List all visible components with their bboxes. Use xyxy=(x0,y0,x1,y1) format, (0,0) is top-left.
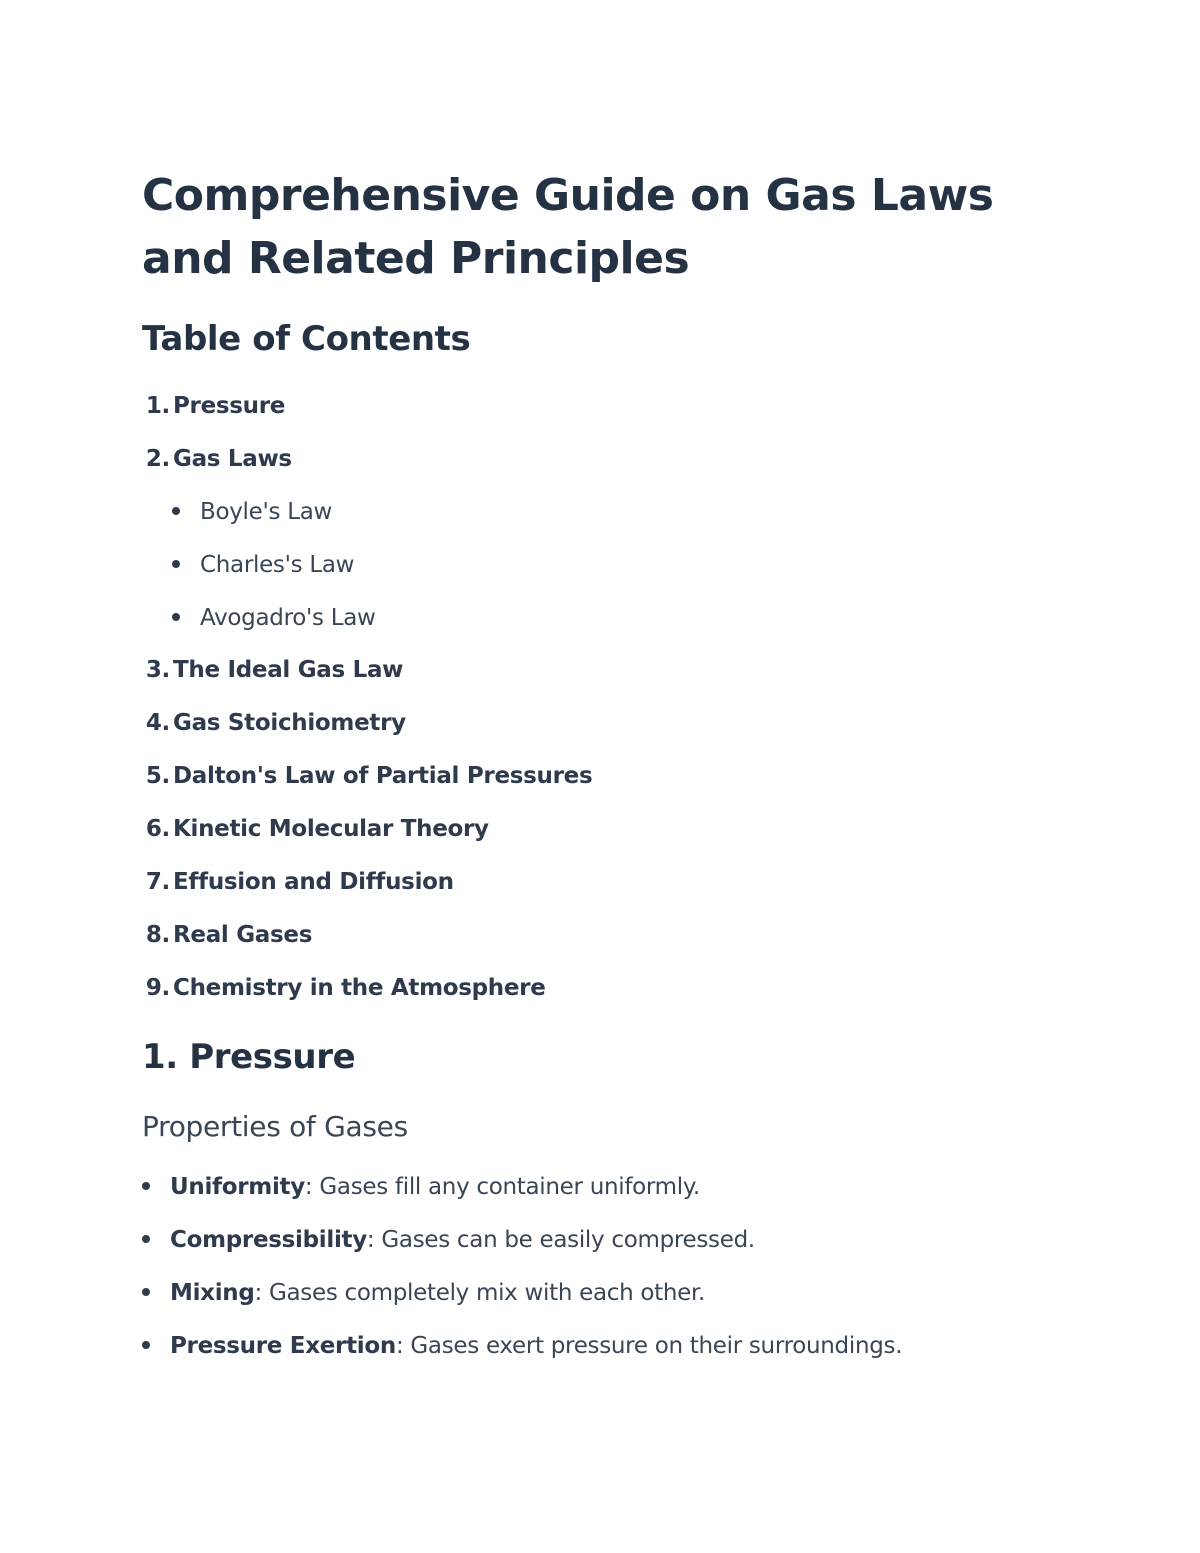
toc-subitem-label: Charles's Law xyxy=(200,552,355,578)
toc-item-number: 8. xyxy=(145,922,170,948)
toc-item-effusion-diffusion[interactable] xyxy=(142,867,454,897)
toc-subitem-label: Boyle's Law xyxy=(200,499,333,525)
toc-item-label: Pressure xyxy=(173,393,286,419)
toc-item-real-gases[interactable] xyxy=(142,920,312,950)
toc-item-number: 2. xyxy=(145,446,170,472)
toc-item-label: Real Gases xyxy=(173,922,313,948)
property-term: Mixing xyxy=(170,1280,255,1306)
toc-subitem-label: Avogadro's Law xyxy=(200,605,376,631)
toc-item-pressure[interactable] xyxy=(142,391,285,421)
property-text: : Gases can be easily compressed. xyxy=(366,1227,755,1253)
toc-item-label: Gas Laws xyxy=(173,446,292,472)
toc-item-number: 6. xyxy=(145,816,170,842)
toc-subitem-avogadros-law[interactable] xyxy=(172,603,376,633)
list-item xyxy=(142,1172,700,1202)
property-text: : Gases fill any container uniformly. xyxy=(304,1174,700,1200)
document-title: Comprehensive Guide on Gas Laws and Related Principles xyxy=(142,170,994,284)
toc-subitem-boyles-law[interactable] xyxy=(172,497,332,527)
property-term: Compressibility xyxy=(170,1227,367,1253)
property-text: : Gases completely mix with each other. xyxy=(254,1280,706,1306)
toc-item-number: 9. xyxy=(145,975,170,1001)
list-item xyxy=(142,1225,755,1255)
toc-heading: Table of Contents xyxy=(142,319,471,359)
bullet-icon xyxy=(172,560,180,568)
toc-item-atmosphere-chemistry[interactable] xyxy=(142,973,546,1003)
list-item xyxy=(142,1331,902,1361)
list-item xyxy=(142,1278,705,1308)
toc-item-gas-laws[interactable] xyxy=(142,444,292,474)
property-text: : Gases exert pressure on their surroundings. xyxy=(395,1333,903,1359)
property-term: Uniformity xyxy=(170,1174,305,1200)
toc-item-number: 4. xyxy=(145,710,170,736)
toc-item-number: 5. xyxy=(145,763,170,789)
subheading-properties-of-gases: Properties of Gases xyxy=(142,1110,408,1143)
bullet-icon xyxy=(172,613,180,621)
property-term: Pressure Exertion xyxy=(170,1333,396,1359)
bullet-icon xyxy=(142,1341,150,1349)
toc-item-label: The Ideal Gas Law xyxy=(173,657,404,683)
toc-item-label: Dalton's Law of Partial Pressures xyxy=(173,763,593,789)
toc-item-number: 7. xyxy=(145,869,170,895)
bullet-icon xyxy=(142,1182,150,1190)
bullet-icon xyxy=(172,507,180,515)
toc-item-label: Kinetic Molecular Theory xyxy=(173,816,489,842)
toc-item-daltons-law[interactable] xyxy=(142,761,592,791)
toc-item-kinetic-molecular-theory[interactable] xyxy=(142,814,489,844)
toc-item-number: 3. xyxy=(145,657,170,683)
section-heading-pressure: 1. Pressure xyxy=(142,1037,356,1077)
bullet-icon xyxy=(142,1235,150,1243)
toc-item-ideal-gas-law[interactable] xyxy=(142,655,403,685)
toc-subitem-charles-law[interactable] xyxy=(172,550,354,580)
toc-item-number: 1. xyxy=(145,393,170,419)
toc-item-gas-stoichiometry[interactable] xyxy=(142,708,406,738)
toc-item-label: Chemistry in the Atmosphere xyxy=(173,975,546,1001)
bullet-icon xyxy=(142,1288,150,1296)
toc-item-label: Effusion and Diffusion xyxy=(173,869,454,895)
toc-item-label: Gas Stoichiometry xyxy=(173,710,406,736)
